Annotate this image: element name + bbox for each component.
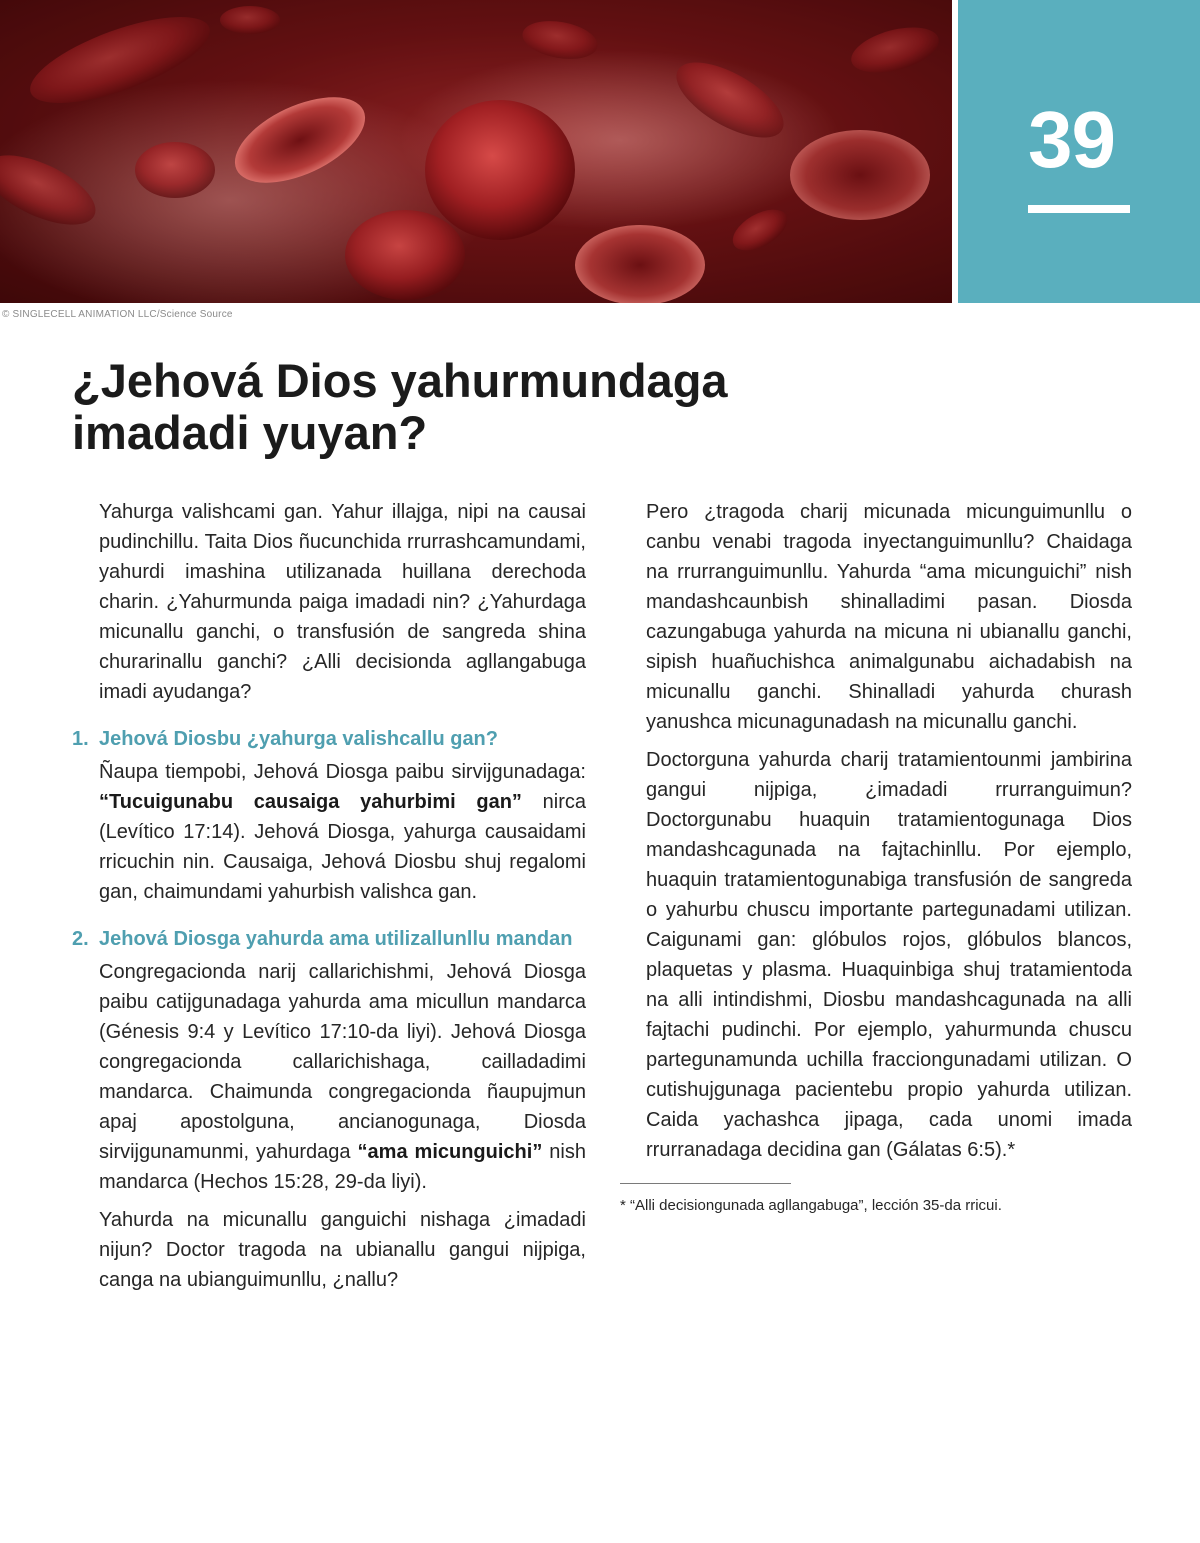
section-2-paragraph-2-part-1: Yahurda na micunallu ganguichi nishaga ¿imadadi nijun? Doctor tragoda na ubianallu gangui nijpiga, canga na ubianguimunllu, ¿nallu?: [99, 1209, 586, 1291]
section-2-paragraph-2-part-2: Pero ¿tragoda charij micunada micunguimunllu o canbu venabi tragoda inyectanguimunllu? Chaidaga na rrurranguimunllu. Yahurda “ama micunguichi” nish mandashcaunbish shinalladimi pasan. Diosda cazungabuga yahurda na micuna ni ubianallu ganchi, sipish huañuchishca animalgunabu aichadabish na micunallu ganchi. Shinalladi yahurda churash yanushca micunagunadash na micunallu ganchi.: [646, 501, 1132, 733]
section-2-p1-after: nish mandarca (Hechos 15:28, 29-da liyi).: [99, 1141, 586, 1193]
red-blood-cells-illustration: [0, 0, 952, 303]
footnote: * “Alli decisiongunada agllangabuga”, lección 35-da rricui.: [620, 1197, 1002, 1214]
section-1-heading-text: Jehová Diosbu ¿yahurga valishcallu gan?: [99, 728, 498, 750]
section-1-paragraph: [99, 757, 586, 907]
left-column: [72, 497, 586, 1303]
section-1-number: 1.: [72, 728, 89, 750]
section-1-text-before: Ñaupa tiempobi, Jehová Diosga paibu sirvijgunadaga:: [99, 761, 586, 783]
section-2-heading-text: Jehová Diosga yahurda ama utilizallunllu mandan: [99, 928, 573, 950]
section-1-text-after: nirca (Levítico 17:14). Jehová Diosga, yahurga causaidami rricuchin nin. Causaiga, Jehová Diosbu shuj regalomi gan, chaimundami yahurbish valishca gan.: [99, 791, 586, 903]
hero-image: [0, 0, 952, 303]
section-2-p1-before: Congregacionda narij callarichishmi, Jehová Diosga paibu catijgunadaga yahurda ama micullun mandarca (Génesis 9:4 y Levítico 17:10-da liyi). Jehová Diosga congregacionda callarichishaga, cailladadimi mandarca. Chaimunda congregacionda ñaupujmun apaj apostolguna, ancianogunaga, Diosda sirvijgunamunmi, yahurdaga: [99, 961, 586, 1163]
section-2-number: 2.: [72, 928, 89, 950]
section-2-paragraph-3: Doctorguna yahurda charij tratamientounmi jambirina gangui nijpiga, ¿imadadi rrurranguimun? Doctorgunabu huaquin tratamientogunaga Dios mandashcagunada na fajtachinllu. Por ejemplo, huaquin tratamientogunabiga transfusión de sangreda o yahurbu chuscu importante partegunadami utilizan. Caigunami gan: glóbulos rojos, glóbulos blancos, plaquetas y plasma. Huaquinbiga shuj tratamientoda na alli intindishmi, Diosbu mandashcagunada na alli fajtachi pudinchi. Por ejemplo, yahurmunda chuscu partegunamunda uchilla fracciongunadami utilizan. O cutishujgunaga pacientebu propio yahurda utilizan. Caida yachashca jipaga, cada unomi imada rrurranadaga decidina gan (Gálatas 6:5).*: [646, 749, 1132, 1161]
section-2-heading: [72, 925, 586, 953]
lesson-number-panel: [958, 0, 1200, 303]
lesson-number-underline: [1028, 205, 1130, 213]
footnote-divider: [620, 1183, 791, 1184]
page-title: ¿Jehová Dios yahurmundaga imadadi yuyan?: [72, 354, 728, 459]
image-credit: © SINGLECELL ANIMATION LLC/Science Source: [2, 309, 233, 320]
right-column: [620, 497, 1132, 1216]
section-2-paragraph-1: [99, 957, 586, 1197]
section-1-quote: “Tucuigunabu causaiga yahurbimi gan”: [99, 791, 522, 813]
section-1-heading: [72, 725, 586, 753]
lesson-number: 39: [1028, 95, 1115, 184]
intro-paragraph: Yahurga valishcami gan. Yahur illajga, nipi na causai pudinchillu. Taita Dios ñucunchida rrurrashcamundami, yahurdi imashina utilizanada huillana derechoda charin. ¿Yahurmunda paiga imadadi nin? ¿Yahurdaga micunallu ganchi, o transfusión de sangreda shina churarinallu ganchi? ¿Alli decisionda agllangabuga imadi ayudanga?: [99, 501, 586, 703]
section-2-quote: “ama micunguichi”: [357, 1141, 543, 1163]
